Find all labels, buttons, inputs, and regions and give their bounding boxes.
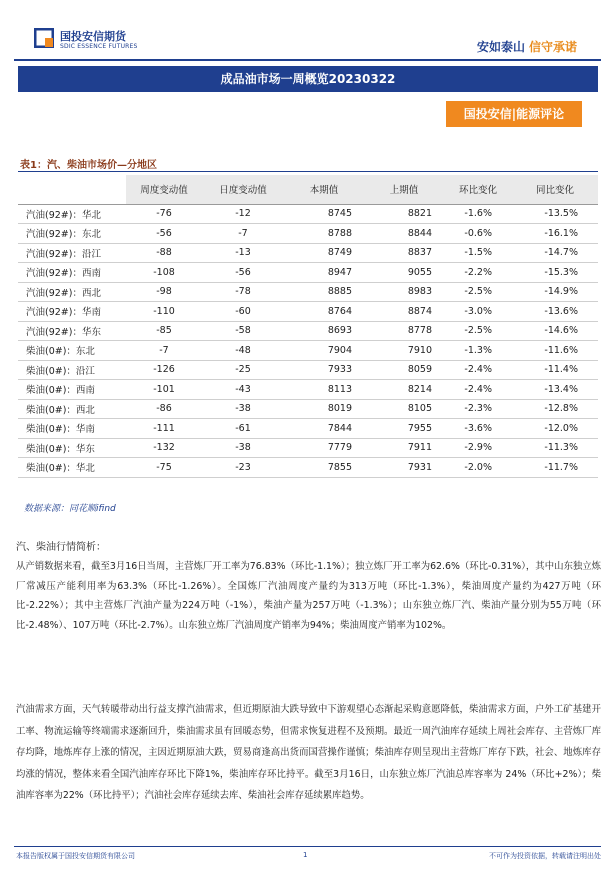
table-cell: 8788 xyxy=(284,224,364,244)
table-cell: 8113 xyxy=(284,380,364,400)
table-cell: -16.1% xyxy=(512,224,598,244)
data-source: 数据来源：同花顺ifind xyxy=(24,504,116,514)
table-row-label: 汽油(92#)：华南 xyxy=(18,302,126,322)
analysis-heading: 汽、柴油行情简析： xyxy=(16,542,106,553)
table-cell: -11.7% xyxy=(512,458,598,478)
table-row xyxy=(18,341,598,361)
table-cell: 7931 xyxy=(364,458,444,478)
report-category-tag: 国投安信|能源评论 xyxy=(446,101,582,127)
table-body xyxy=(18,204,598,477)
table-row xyxy=(18,263,598,283)
table-row-label: 汽油(92#)：西南 xyxy=(18,263,126,283)
table-cell: -58 xyxy=(202,321,284,341)
analysis-paragraph-supply: 从产销数据来看，截至3月16日当周，主营炼厂开工率为76.83%（环比-1.1%）；独立炼厂开工率为62.6%（环比-0.31%），其中山东独立炼厂常减压产能利用率为63.3%（环比-1.26%）。全国炼厂汽油周度产量约为313万吨（环比-1.3%），柴油周度产量约为427万吨（环比-2.22%）；其中主营炼厂汽油产量为224万吨（-1%），柴油产量为257万吨（-1.3%）；山东独立炼厂汽、柴油产量分别为55万吨（环比-2.48%）、107万吨（环比-2.7%）。山东独立炼厂汽油周度产销率为94%；柴油周度产销率为102%。 xyxy=(16,561,601,632)
table-row-label: 汽油(92#)：沿江 xyxy=(18,243,126,263)
table-cell: -2.5% xyxy=(444,321,512,341)
table-cell: -61 xyxy=(202,419,284,439)
table-cell: -13.4% xyxy=(512,380,598,400)
table-cell: 8837 xyxy=(364,243,444,263)
table-cell: -111 xyxy=(126,419,202,439)
table-cell: -98 xyxy=(126,282,202,302)
table-cell: -132 xyxy=(126,438,202,458)
table-row xyxy=(18,360,598,380)
table-row-label: 汽油(92#)：华北 xyxy=(18,204,126,224)
analysis-paragraph-demand: 汽油需求方面，天气转暖带动出行益支撑汽油需求，但近期原油大跌导致中下游观望心态渐起采购意愿降低，柴油需求方面，户外工矿基建开工率、物流运输等终端需求逐渐回升，柴油需求虽有回暖态势，但需求恢复进程不及预期。最近一周汽油库存延续上周社会库存、主营炼厂库存均降，地炼库存上涨的情况，主因近期原油大跌，贸易商逢高出货而国营操作谨慎；柴油库存则呈现出主营炼厂库存下跌，社会、地炼库存均涨的情况，整体来看全国汽油库存环比下降1%，柴油库存环比持平。截至3月16日，山东独立炼厂汽油总库容率为 24%（环比+2%）；柴油库容率为22%（环比持平）；汽油社会库存延续去库、柴油社会库存延续累库趋势。 xyxy=(16,704,601,801)
table-row xyxy=(18,204,598,224)
table-cell: 8214 xyxy=(364,380,444,400)
company-logo-icon xyxy=(34,28,54,48)
table-header-cell: 本期值 xyxy=(284,175,364,204)
table-cell: -12.8% xyxy=(512,399,598,419)
table-cell: 7855 xyxy=(284,458,364,478)
table-row-label: 柴油(0#)：西北 xyxy=(18,399,126,419)
table-title: 表1：汽、柴油市场价—分地区 xyxy=(20,160,157,171)
table-cell: -13.6% xyxy=(512,302,598,322)
table-cell: -86 xyxy=(126,399,202,419)
logo-english-name: SDIC ESSENCE FUTURES xyxy=(60,43,138,50)
table-header-cell: 同比变化 xyxy=(512,175,598,204)
table-header-cell: 环比变化 xyxy=(444,175,512,204)
table-cell: 8947 xyxy=(284,263,364,283)
table-row-label: 柴油(0#)：华南 xyxy=(18,419,126,439)
slogan-main: 安如泰山 xyxy=(476,40,525,54)
table-cell: 8983 xyxy=(364,282,444,302)
table-row-label: 柴油(0#)：沿江 xyxy=(18,360,126,380)
table-row-label: 柴油(0#)：华北 xyxy=(18,458,126,478)
table-cell: -12.0% xyxy=(512,419,598,439)
table-cell: -7 xyxy=(126,341,202,361)
table-cell: 8693 xyxy=(284,321,364,341)
table-row xyxy=(18,399,598,419)
table-cell: 8059 xyxy=(364,360,444,380)
table-cell: -14.9% xyxy=(512,282,598,302)
table-cell: -11.6% xyxy=(512,341,598,361)
footer-copyright: 本报告版权属于国投安信期货有限公司 xyxy=(16,852,135,860)
table-cell: -1.5% xyxy=(444,243,512,263)
table-cell: -38 xyxy=(202,399,284,419)
table-cell: -3.6% xyxy=(444,419,512,439)
table-row xyxy=(18,282,598,302)
table-cell: -2.4% xyxy=(444,360,512,380)
table-cell: -56 xyxy=(126,224,202,244)
table-cell: -14.7% xyxy=(512,243,598,263)
table-row xyxy=(18,380,598,400)
table-cell: -76 xyxy=(126,204,202,224)
table-cell: -88 xyxy=(126,243,202,263)
table-cell: 8778 xyxy=(364,321,444,341)
page-header xyxy=(0,0,615,62)
table-cell: -75 xyxy=(126,458,202,478)
table-cell: -0.6% xyxy=(444,224,512,244)
footer-disclaimer: 不可作为投资依据，转载请注明出处 xyxy=(489,852,601,860)
table-header-cell: 周度变动值 xyxy=(126,175,202,204)
table-cell: 8745 xyxy=(284,204,364,224)
table-cell: 8821 xyxy=(364,204,444,224)
table-cell: 8764 xyxy=(284,302,364,322)
table-cell: 7955 xyxy=(364,419,444,439)
table-header-cell: 上期值 xyxy=(364,175,444,204)
table-cell: 8885 xyxy=(284,282,364,302)
table-row xyxy=(18,302,598,322)
table-cell: -110 xyxy=(126,302,202,322)
table-cell: 7911 xyxy=(364,438,444,458)
table-row xyxy=(18,458,598,478)
table-header-cell xyxy=(18,175,126,204)
table-cell: -23 xyxy=(202,458,284,478)
table-cell: 7844 xyxy=(284,419,364,439)
table-header-cell: 日度变动值 xyxy=(202,175,284,204)
table-row xyxy=(18,243,598,263)
table-row-label: 柴油(0#)：华东 xyxy=(18,438,126,458)
table-row-label: 柴油(0#)：东北 xyxy=(18,341,126,361)
report-title: 成品油市场一周概览20230322 xyxy=(18,66,598,92)
table-row-label: 汽油(92#)：华东 xyxy=(18,321,126,341)
table-cell: -2.0% xyxy=(444,458,512,478)
table-row xyxy=(18,438,598,458)
table-cell: -38 xyxy=(202,438,284,458)
table-cell: 7904 xyxy=(284,341,364,361)
table-cell: -13 xyxy=(202,243,284,263)
table-cell: 8019 xyxy=(284,399,364,419)
footer-divider xyxy=(14,846,601,847)
table-cell: -1.6% xyxy=(444,204,512,224)
page-number: 1 xyxy=(303,851,308,859)
table-cell: -13.5% xyxy=(512,204,598,224)
table-cell: -12 xyxy=(202,204,284,224)
table-cell: -14.6% xyxy=(512,321,598,341)
table-cell: -2.4% xyxy=(444,380,512,400)
table-row xyxy=(18,321,598,341)
table-cell: -3.0% xyxy=(444,302,512,322)
table-row-label: 柴油(0#)：西南 xyxy=(18,380,126,400)
slogan-accent: 信守承诺 xyxy=(528,40,577,54)
table-cell: 8844 xyxy=(364,224,444,244)
slogan xyxy=(477,38,577,55)
table-cell: -15.3% xyxy=(512,263,598,283)
table-cell: -1.3% xyxy=(444,341,512,361)
table-row-label: 汽油(92#)：东北 xyxy=(18,224,126,244)
table-cell: 9055 xyxy=(364,263,444,283)
table-cell: -2.9% xyxy=(444,438,512,458)
table-cell: -2.2% xyxy=(444,263,512,283)
price-table xyxy=(18,175,598,478)
table-cell: 7910 xyxy=(364,341,444,361)
table-cell: -101 xyxy=(126,380,202,400)
table-row-label: 汽油(92#)：西北 xyxy=(18,282,126,302)
table-cell: -60 xyxy=(202,302,284,322)
table-cell: -126 xyxy=(126,360,202,380)
table-cell: 8105 xyxy=(364,399,444,419)
table-cell: -11.4% xyxy=(512,360,598,380)
table-cell: -108 xyxy=(126,263,202,283)
logo-chinese-name: 国投安信期货 xyxy=(60,30,126,43)
table-cell: 7779 xyxy=(284,438,364,458)
table-cell: -43 xyxy=(202,380,284,400)
table-row xyxy=(18,224,598,244)
table-header-row xyxy=(18,175,598,204)
table-cell: -78 xyxy=(202,282,284,302)
table-cell: -56 xyxy=(202,263,284,283)
table-cell: -85 xyxy=(126,321,202,341)
table-cell: -25 xyxy=(202,360,284,380)
table-cell: -48 xyxy=(202,341,284,361)
table-cell: -2.3% xyxy=(444,399,512,419)
table-cell: 7933 xyxy=(284,360,364,380)
table-title-divider xyxy=(18,171,598,172)
header-divider xyxy=(14,59,601,61)
table-cell: -2.5% xyxy=(444,282,512,302)
table-cell: -11.3% xyxy=(512,438,598,458)
table-cell: 8874 xyxy=(364,302,444,322)
table-cell: 8749 xyxy=(284,243,364,263)
table-cell: -7 xyxy=(202,224,284,244)
table-row xyxy=(18,419,598,439)
